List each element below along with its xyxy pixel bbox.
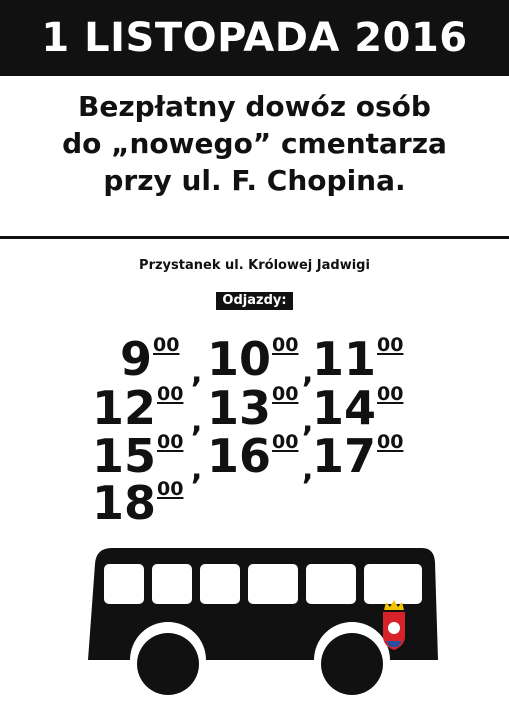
separator: , [302,404,314,439]
departure-minutes: 00 [272,334,299,356]
announcement-line-1: Bezpłatny dowóz osób [78,90,431,123]
departure-hour: 16 [207,429,272,483]
departure-time [312,429,404,483]
departure-hour: 17 [312,429,377,483]
departure-hour: 14 [312,381,377,435]
date-title: 1 LISTOPADA 2016 [41,15,468,61]
departure-time [92,476,184,530]
departure-times [0,330,509,530]
departure-time [92,429,184,483]
departure-time [207,429,299,483]
divider [0,236,509,239]
departure-hour: 12 [92,381,157,435]
departures-header [0,289,509,310]
departures-label: Odjazdy: [216,292,292,310]
departure-time [92,381,184,435]
departure-hour: 10 [207,332,272,386]
departure-hour: 9 [120,332,153,386]
departure-minutes: 00 [377,334,404,356]
departure-minutes: 00 [157,383,184,405]
separator: , [191,452,203,487]
header-banner [0,0,509,76]
announcement-line-2: do „nowego” cmentarza [62,127,447,160]
bus-icon [0,540,509,720]
departure-minutes: 00 [157,431,184,453]
departure-hour: 11 [312,332,377,386]
departure-time [312,381,404,435]
separator: , [302,355,314,390]
departure-minutes: 00 [157,478,184,500]
departure-hour: 15 [92,429,157,483]
departure-time [120,332,180,386]
departure-minutes: 00 [272,431,299,453]
announcement-line-3: przy ul. F. Chopina. [103,164,406,197]
coat-of-arms-icon [383,600,405,650]
separator: , [302,452,314,487]
departure-hour: 18 [92,476,157,530]
departure-minutes: 00 [272,383,299,405]
departure-time [312,332,404,386]
departure-hour: 13 [207,381,272,435]
departure-minutes: 00 [377,383,404,405]
separator: , [191,404,203,439]
departure-minutes: 00 [377,431,404,453]
departure-minutes: 00 [153,334,180,356]
bus-stop-label: Przystanek ul. Królowej Jadwigi [139,258,370,273]
separator: , [191,355,203,390]
departure-time [207,381,299,435]
announcement-heading [0,88,509,199]
departure-time [207,332,299,386]
